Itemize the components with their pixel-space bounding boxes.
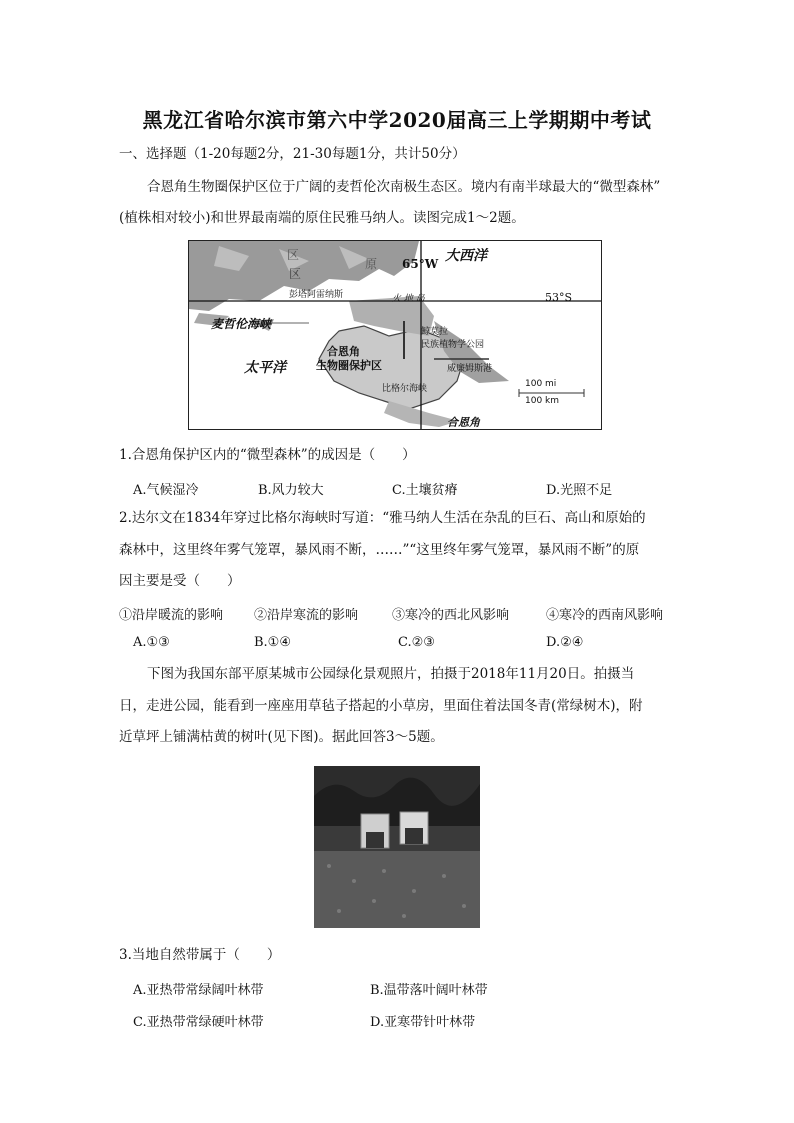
- q1-stem: 1.合恩角保护区内的“微型森林”的成因是（ ）: [119, 447, 416, 463]
- label-tierra-del-fuego: 火 地 岛: [392, 294, 425, 304]
- q2-line1: 2.达尔文在1834年穿过比格尔海峡时写道：“雅马纳人生活在杂乱的巨石、高山和原始的: [119, 510, 646, 526]
- q1-option-c: C.土壤贫瘠: [392, 483, 458, 498]
- label-reserve-line1: 合恩角: [327, 345, 360, 358]
- label-longitude: 65°W: [402, 257, 439, 271]
- label-magellan-strait: 麦哲伦海峡: [211, 317, 272, 331]
- label-williams: 威廉姆斯港: [447, 364, 493, 374]
- intro1-line1: 合恩角生物圈保护区位于广阔的麦哲伦次南极生态区。境内有南半球最大的“微型森林”: [147, 179, 661, 195]
- q2-option-a: A.①③: [133, 635, 170, 650]
- map-fragment-1: 区: [287, 248, 300, 262]
- park-photo-graphic: [314, 766, 480, 928]
- q3-option-d: D.亚寒带针叶林带: [370, 1015, 476, 1030]
- q1-option-d: D.光照不足: [546, 483, 613, 498]
- park-photo: [314, 766, 480, 928]
- q3-option-b: B.温带落叶阔叶林带: [370, 983, 488, 998]
- label-reserve-line2: 生物圈保护区: [316, 359, 382, 372]
- intro2-line2: 日，走进公园，能看到一座座用草毡子搭起的小草房，里面住着法国冬青(常绿树木)，附: [119, 698, 643, 714]
- q1-option-a: A.气候湿冷: [133, 483, 199, 498]
- q1-option-b: B.风力较大: [258, 483, 324, 498]
- label-punta-arenas: 彭塔阿雷纳斯: [289, 290, 344, 300]
- page-title: 黑龙江省哈尔滨市第六中学2020届高三上学期期中考试: [142, 108, 652, 132]
- label-beagle: 比格尔海峡: [382, 384, 428, 394]
- label-cape-horn: 合恩角: [447, 416, 480, 429]
- q2-statement-4: ④寒冷的西南风影响: [546, 608, 664, 623]
- q2-option-c: C.②③: [398, 635, 435, 650]
- q3-option-a: A.亚热带常绿阔叶林带: [133, 983, 264, 998]
- intro2-line3: 近草坪上铺满枯黄的树叶(见下图)。据此回答3～5题。: [119, 729, 444, 745]
- q2-option-d: D.②④: [546, 635, 584, 650]
- q2-statement-3: ③寒冷的西北风影响: [392, 608, 510, 623]
- label-ushuaia-line2: 民族植物学公园: [421, 340, 485, 350]
- label-ushuaia-line1: 鲸莫拉: [421, 327, 449, 337]
- q2-line2: 森林中，这里终年雾气笼罩，暴风雨不断，……”“这里终年雾气笼罩，暴风雨不断”的原: [119, 542, 640, 558]
- label-scale-km: 100 km: [525, 396, 560, 406]
- q2-option-b: B.①④: [254, 635, 291, 650]
- intro1-line2: (植株相对较小)和世界最南端的原住民雅马纳人。读图完成1～2题。: [119, 210, 525, 226]
- label-scale-mi: 100 mi: [525, 379, 557, 389]
- q3-option-c: C.亚热带常绿硬叶林带: [133, 1015, 264, 1030]
- section-heading: 一、选择题（1-20每题2分，21-30每题1分，共计50分）: [119, 146, 466, 162]
- q2-statement-2: ②沿岸寒流的影响: [254, 608, 359, 623]
- q2-statement-1: ①沿岸暖流的影响: [119, 608, 224, 623]
- label-latitude: 53°S: [545, 291, 573, 304]
- intro2-line1: 下图为我国东部平原某城市公园绿化景观照片，拍摄于2018年11月20日。拍摄当: [147, 666, 635, 682]
- label-atlantic: 大西洋: [445, 248, 487, 264]
- map-fragment-2: 原: [365, 257, 378, 271]
- label-pacific: 太平洋: [244, 360, 286, 376]
- map-figure: [188, 240, 602, 430]
- q3-stem: 3.当地自然带属于（ ）: [119, 947, 281, 963]
- map-fragment-3: 区: [289, 267, 302, 281]
- q2-line3: 因主要是受（ ）: [119, 573, 241, 589]
